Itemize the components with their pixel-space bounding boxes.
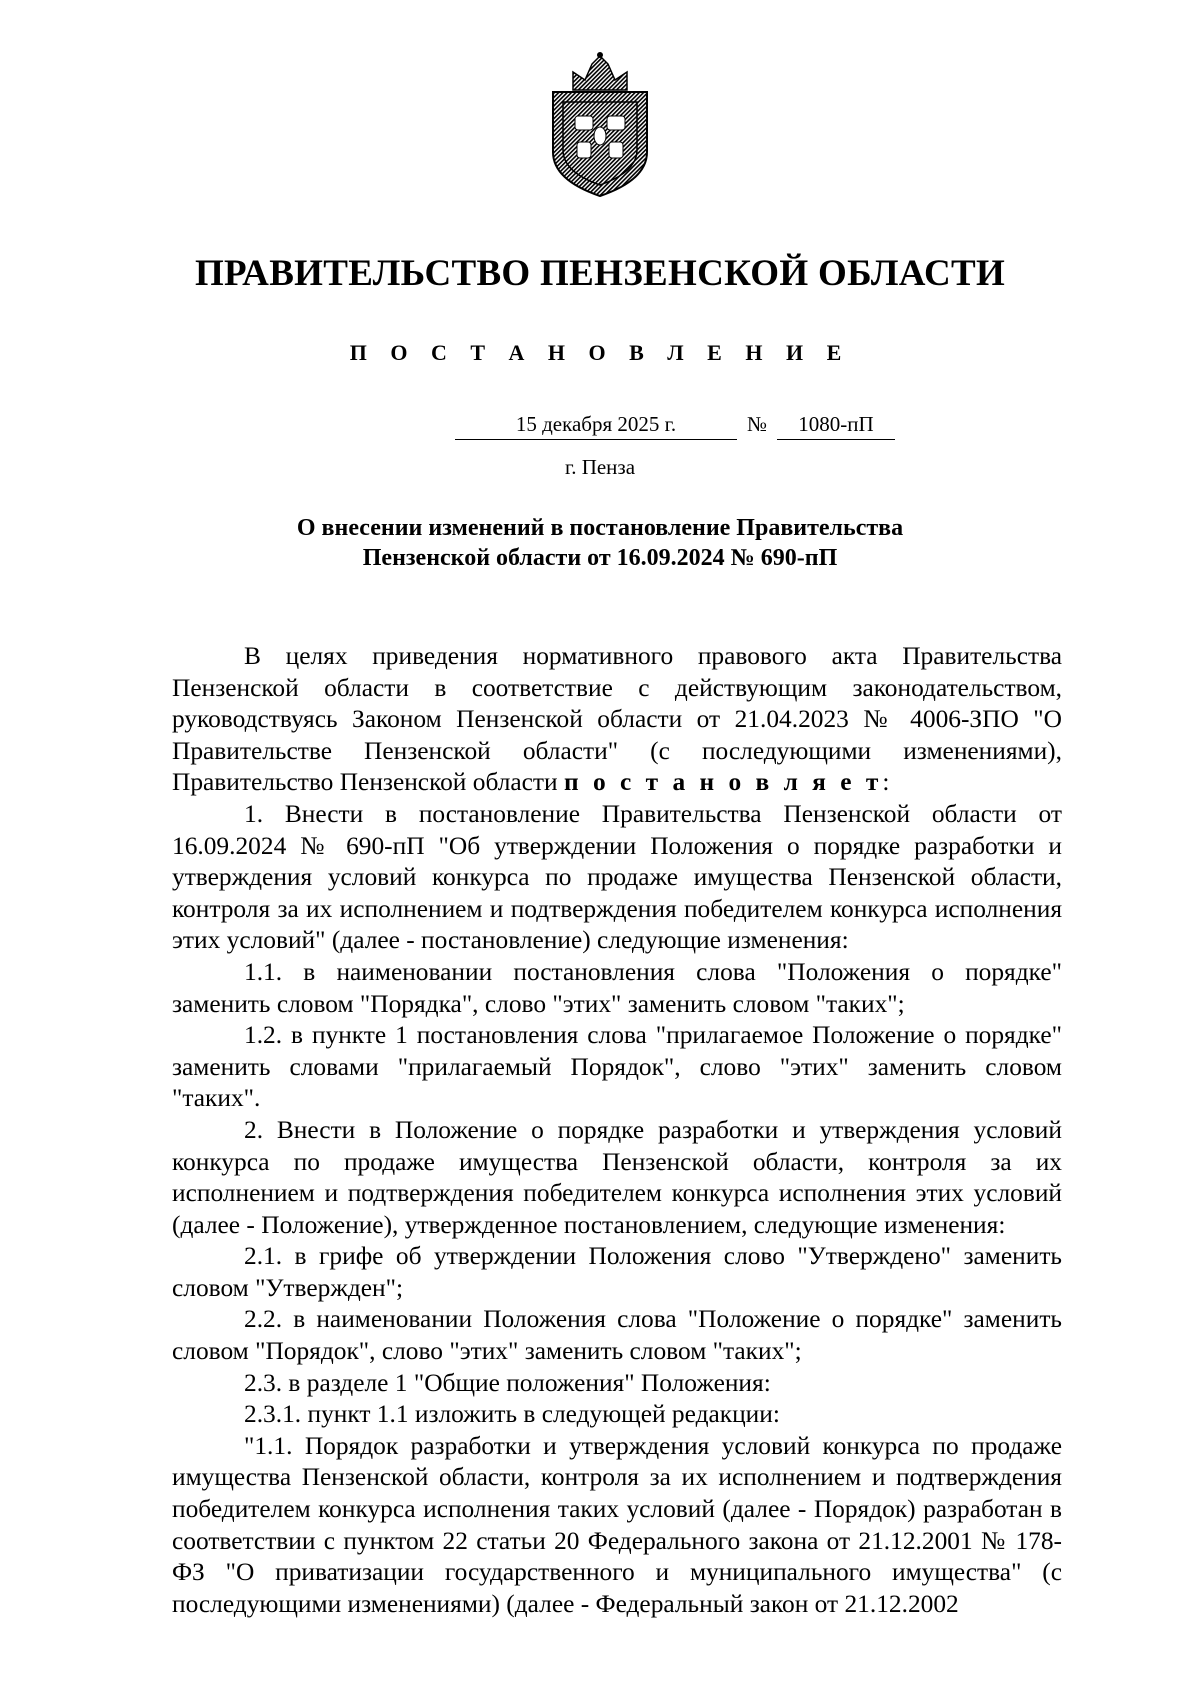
organization-title: ПРАВИТЕЛЬСТВО ПЕНЗЕНСКОЙ ОБЛАСТИ: [194, 253, 1006, 294]
paragraph: 2.3.1. пункт 1.1 изложить в следующей редакции:: [244, 1400, 780, 1429]
date-number-line: [455, 412, 895, 440]
paragraph: 1.2. в пункте 1 постановления слова "прилагаемое Положение о порядке" заменить словами "прилагаемый Порядок", слово "этих" заменить словом "таких".: [172, 1021, 1062, 1113]
document-type: П О С Т А Н О В Л Е Н И Е: [349, 340, 851, 365]
subject-line-2: Пензенской области от 16.09.2024 № 690-пП: [362, 545, 838, 571]
number-sign: №: [746, 412, 768, 436]
document-number: 1080-пП: [777, 412, 895, 440]
decree-word: п о с т а н о в л я е т: [563, 768, 883, 797]
emblem-crown: [573, 52, 627, 90]
paragraph: 2.3. в разделе 1 "Общие положения" Положения:: [244, 1368, 771, 1397]
document-body: [172, 641, 1062, 1620]
document-date: 15 декабря 2025 г.: [455, 412, 737, 440]
paragraph: 1. Внести в постановление Правительства Пензенской области от 16.09.2024 № 690-пП "Об утверждении Положения о порядке разработки и утверждения условий конкурса по продаже имущества Пензенской области, контроля за их исполнением и подтверждения победителем конкурса исполнения этих условий" (далее - постановление) следующие изменения:: [172, 799, 1062, 955]
paragraph: 2.1. в грифе об утверждении Положения слово "Утверждено" заменить словом "Утвержден";: [172, 1242, 1062, 1302]
decree-colon: :: [882, 768, 890, 797]
city: г. Пенза: [564, 455, 636, 479]
preamble-text: В целях приведения нормативного правового акта Правительства Пензенской области в соответствие с действующим законодательством, руководствуясь Законом Пензенской области от 21.04.2023 № 4006-ЗПО "О Правительстве Пензенской области" (с последующими изменениями), Правительство Пензенской области: [172, 642, 1062, 797]
preamble-paragraph: [172, 641, 1062, 799]
document-subject: [0, 513, 1200, 573]
coat-of-arms-icon: [545, 50, 655, 200]
paragraph: 1.1. в наименовании постановления слова "Положения о порядке" заменить словом "Порядка", слово "этих" заменить словом "таких";: [172, 957, 1062, 1018]
paragraph: 2. Внести в Положение о порядке разработки и утверждения условий конкурса по продаже имущества Пензенской области, контроля за их исполнением и подтверждения победителем конкурса исполнения этих условий (далее - Положение), утвержденное постановлением, следующие изменения:: [172, 1115, 1062, 1239]
paragraph: 2.2. в наименовании Положения слова "Положение о порядке" заменить словом "Порядок", слово "этих" заменить словом "таких";: [172, 1305, 1062, 1366]
paragraph: "1.1. Порядок разработки и утверждения условий конкурса по продаже имущества Пензенской области, контроля за их исполнением и подтверждения победителем конкурса исполнения таких условий (далее - Порядок) разработан в соответствии с пунктом 22 статьи 20 Федерального закона от 21.12.2001 № 178-ФЗ "О приватизации государственного и муниципального имущества" (с последующими изменениями) (далее - Федеральный закон от 21.12.2002: [172, 1431, 1062, 1618]
subject-line-1: О внесении изменений в постановление Правительства: [296, 515, 904, 541]
